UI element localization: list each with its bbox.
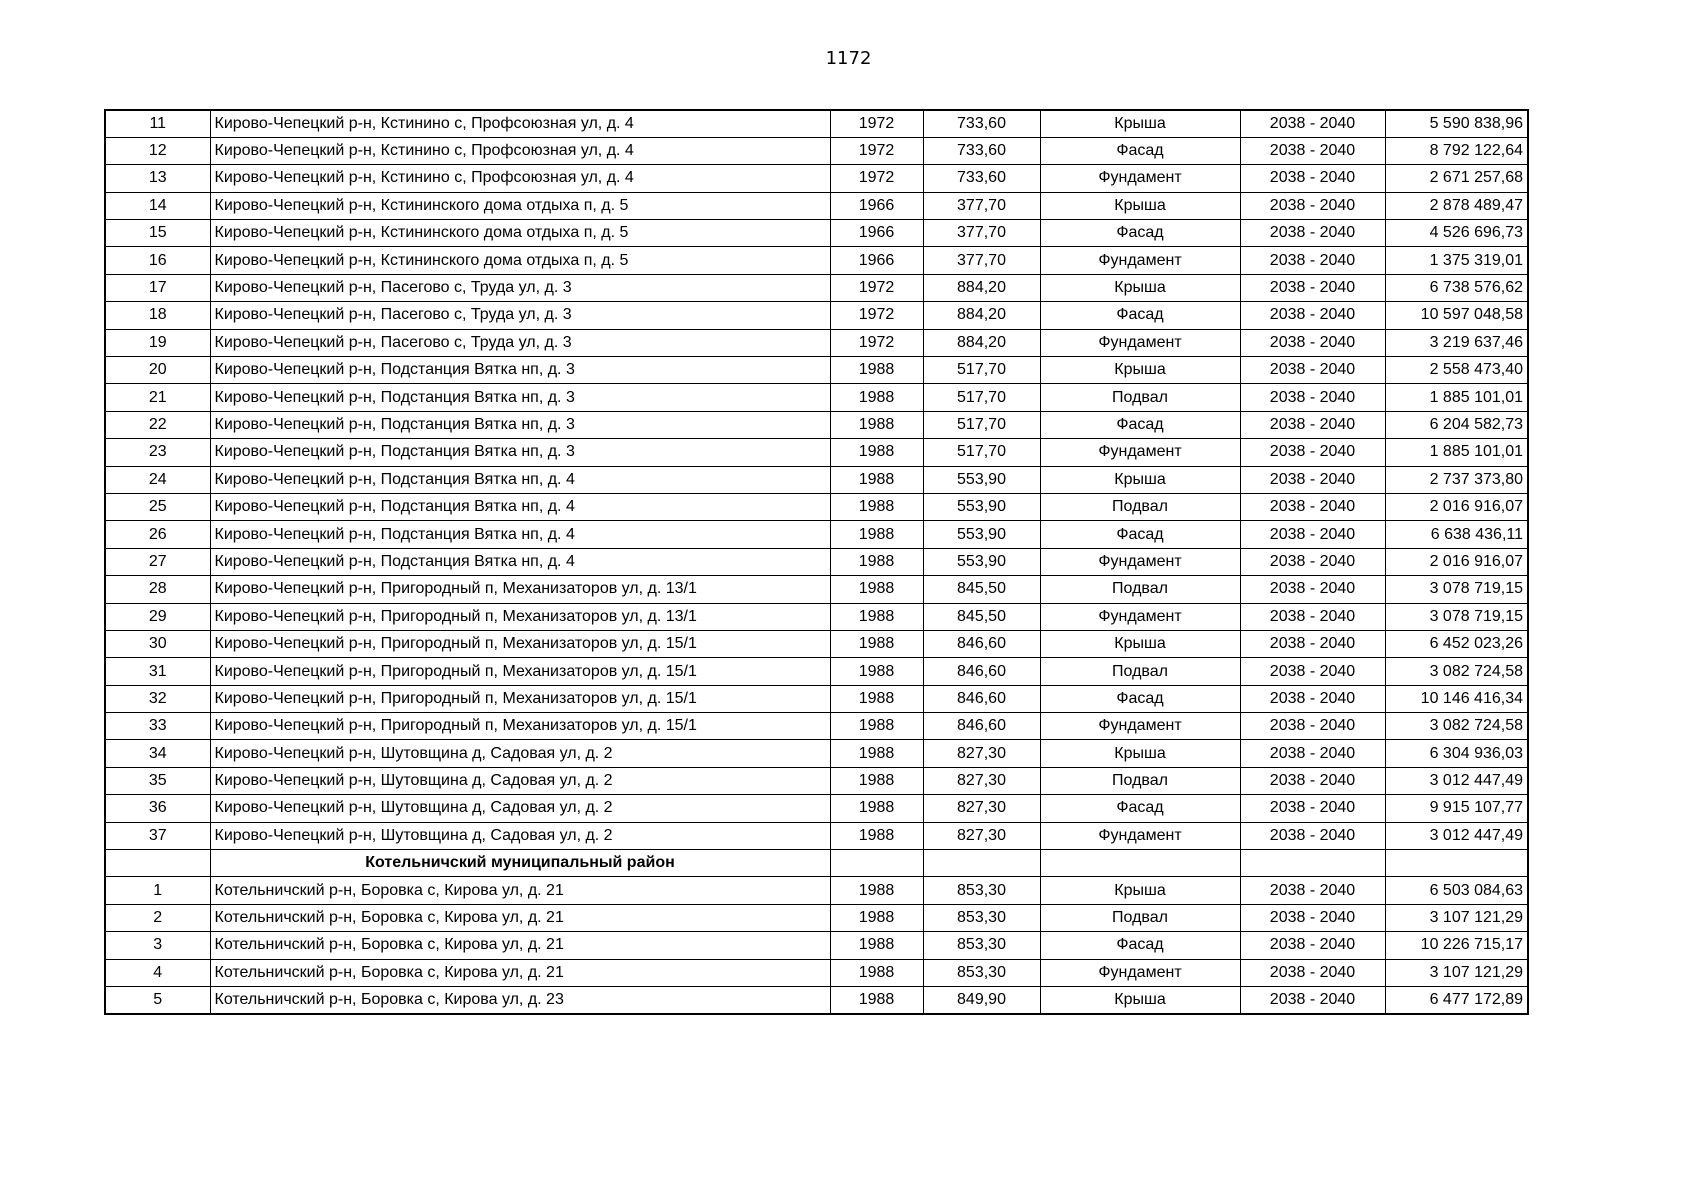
year-cell: 1988 bbox=[830, 877, 923, 904]
work-type-cell: Крыша bbox=[1040, 630, 1240, 657]
table-row bbox=[105, 740, 1528, 767]
area-cell: 517,70 bbox=[923, 384, 1040, 411]
work-type-cell: Крыша bbox=[1040, 987, 1240, 1014]
address-cell: Кирово-Чепецкий р-н, Кстинино с, Профсоюзная ул, д. 4 bbox=[210, 165, 830, 192]
cost-cell: 3 082 724,58 bbox=[1385, 658, 1528, 685]
area-cell: 517,70 bbox=[923, 439, 1040, 466]
year-cell: 1988 bbox=[830, 357, 923, 384]
period-cell: 2038 - 2040 bbox=[1240, 576, 1385, 603]
year-cell: 1972 bbox=[830, 274, 923, 301]
table-row bbox=[105, 713, 1528, 740]
row-number: 28 bbox=[105, 576, 210, 603]
cost-cell: 4 526 696,73 bbox=[1385, 220, 1528, 247]
work-type-cell: Подвал bbox=[1040, 384, 1240, 411]
period-cell: 2038 - 2040 bbox=[1240, 822, 1385, 849]
period-cell: 2038 - 2040 bbox=[1240, 987, 1385, 1014]
area-cell: 884,20 bbox=[923, 329, 1040, 356]
section-header-row bbox=[105, 850, 1528, 877]
table-row bbox=[105, 932, 1528, 959]
area-cell: 733,60 bbox=[923, 137, 1040, 164]
work-type-cell: Подвал bbox=[1040, 904, 1240, 931]
area-cell: 377,70 bbox=[923, 192, 1040, 219]
row-number: 22 bbox=[105, 411, 210, 438]
year-cell: 1988 bbox=[830, 466, 923, 493]
table-row bbox=[105, 411, 1528, 438]
row-number: 33 bbox=[105, 713, 210, 740]
work-type-cell: Фундамент bbox=[1040, 548, 1240, 575]
area-cell: 884,20 bbox=[923, 274, 1040, 301]
address-cell: Котельничский р-н, Боровка с, Кирова ул, д. 23 bbox=[210, 987, 830, 1014]
year-cell: 1988 bbox=[830, 767, 923, 794]
table-row bbox=[105, 302, 1528, 329]
work-type-cell: Крыша bbox=[1040, 357, 1240, 384]
table-row bbox=[105, 165, 1528, 192]
row-number: 26 bbox=[105, 521, 210, 548]
work-type-cell: Подвал bbox=[1040, 767, 1240, 794]
table-row bbox=[105, 439, 1528, 466]
row-number: 17 bbox=[105, 274, 210, 301]
work-type-cell: Фасад bbox=[1040, 932, 1240, 959]
address-cell: Кирово-Чепецкий р-н, Пригородный п, Механизаторов ул, д. 15/1 bbox=[210, 685, 830, 712]
year-cell: 1988 bbox=[830, 713, 923, 740]
row-number: 32 bbox=[105, 685, 210, 712]
address-cell: Кирово-Чепецкий р-н, Кстининского дома отдыха п, д. 5 bbox=[210, 247, 830, 274]
row-number: 35 bbox=[105, 767, 210, 794]
period-cell: 2038 - 2040 bbox=[1240, 274, 1385, 301]
area-cell: 827,30 bbox=[923, 795, 1040, 822]
work-type-cell: Крыша bbox=[1040, 192, 1240, 219]
row-number: 16 bbox=[105, 247, 210, 274]
row-number: 21 bbox=[105, 384, 210, 411]
period-cell: 2038 - 2040 bbox=[1240, 877, 1385, 904]
period-cell: 2038 - 2040 bbox=[1240, 740, 1385, 767]
work-type-cell: Крыша bbox=[1040, 877, 1240, 904]
row-number: 37 bbox=[105, 822, 210, 849]
area-cell: 846,60 bbox=[923, 685, 1040, 712]
address-cell: Кирово-Чепецкий р-н, Подстанция Вятка нп, д. 4 bbox=[210, 521, 830, 548]
year-cell: 1972 bbox=[830, 137, 923, 164]
area-cell: 553,90 bbox=[923, 548, 1040, 575]
year-cell: 1988 bbox=[830, 439, 923, 466]
work-type-cell: Фундамент bbox=[1040, 713, 1240, 740]
work-type-cell: Фундамент bbox=[1040, 439, 1240, 466]
address-cell: Котельничский р-н, Боровка с, Кирова ул, д. 21 bbox=[210, 959, 830, 986]
year-cell: 1988 bbox=[830, 959, 923, 986]
address-cell: Кирово-Чепецкий р-н, Пасегово с, Труда ул, д. 3 bbox=[210, 274, 830, 301]
work-type-cell: Подвал bbox=[1040, 576, 1240, 603]
work-type-cell: Фундамент bbox=[1040, 247, 1240, 274]
table-row bbox=[105, 329, 1528, 356]
row-number: 34 bbox=[105, 740, 210, 767]
work-type-cell: Фасад bbox=[1040, 220, 1240, 247]
row-number: 29 bbox=[105, 603, 210, 630]
year-cell: 1988 bbox=[830, 932, 923, 959]
area-cell: 884,20 bbox=[923, 302, 1040, 329]
table-row bbox=[105, 357, 1528, 384]
address-cell: Кирово-Чепецкий р-н, Кстинино с, Профсоюзная ул, д. 4 bbox=[210, 137, 830, 164]
area-cell: 827,30 bbox=[923, 740, 1040, 767]
address-cell: Кирово-Чепецкий р-н, Шутовщина д, Садовая ул, д. 2 bbox=[210, 795, 830, 822]
cost-cell: 5 590 838,96 bbox=[1385, 110, 1528, 137]
cost-cell: 6 452 023,26 bbox=[1385, 630, 1528, 657]
year-cell: 1966 bbox=[830, 192, 923, 219]
work-type-cell: Фасад bbox=[1040, 302, 1240, 329]
row-number: 14 bbox=[105, 192, 210, 219]
address-cell: Котельничский р-н, Боровка с, Кирова ул, д. 21 bbox=[210, 877, 830, 904]
table-row bbox=[105, 274, 1528, 301]
row-number: 18 bbox=[105, 302, 210, 329]
table-row bbox=[105, 877, 1528, 904]
address-cell: Кирово-Чепецкий р-н, Пригородный п, Механизаторов ул, д. 15/1 bbox=[210, 630, 830, 657]
row-number: 36 bbox=[105, 795, 210, 822]
year-cell: 1972 bbox=[830, 329, 923, 356]
cost-cell bbox=[1385, 850, 1528, 877]
cost-cell: 6 503 084,63 bbox=[1385, 877, 1528, 904]
area-cell: 517,70 bbox=[923, 357, 1040, 384]
cost-cell: 6 638 436,11 bbox=[1385, 521, 1528, 548]
row-number: 12 bbox=[105, 137, 210, 164]
work-type-cell: Крыша bbox=[1040, 740, 1240, 767]
work-type-cell: Фасад bbox=[1040, 685, 1240, 712]
year-cell: 1988 bbox=[830, 822, 923, 849]
cost-cell: 3 078 719,15 bbox=[1385, 576, 1528, 603]
cost-cell: 2 016 916,07 bbox=[1385, 493, 1528, 520]
year-cell bbox=[830, 850, 923, 877]
area-cell: 846,60 bbox=[923, 658, 1040, 685]
work-type-cell: Фундамент bbox=[1040, 165, 1240, 192]
table-row bbox=[105, 137, 1528, 164]
cost-cell: 6 738 576,62 bbox=[1385, 274, 1528, 301]
year-cell: 1988 bbox=[830, 548, 923, 575]
period-cell: 2038 - 2040 bbox=[1240, 466, 1385, 493]
address-cell: Кирово-Чепецкий р-н, Пригородный п, Механизаторов ул, д. 13/1 bbox=[210, 576, 830, 603]
table-row bbox=[105, 493, 1528, 520]
year-cell: 1972 bbox=[830, 302, 923, 329]
area-cell bbox=[923, 850, 1040, 877]
area-cell: 553,90 bbox=[923, 521, 1040, 548]
period-cell: 2038 - 2040 bbox=[1240, 192, 1385, 219]
year-cell: 1988 bbox=[830, 630, 923, 657]
year-cell: 1988 bbox=[830, 685, 923, 712]
year-cell: 1988 bbox=[830, 493, 923, 520]
table-row bbox=[105, 247, 1528, 274]
cost-cell: 3 082 724,58 bbox=[1385, 713, 1528, 740]
table-row bbox=[105, 384, 1528, 411]
area-cell: 845,50 bbox=[923, 603, 1040, 630]
row-number: 3 bbox=[105, 932, 210, 959]
address-cell: Кирово-Чепецкий р-н, Шутовщина д, Садовая ул, д. 2 bbox=[210, 740, 830, 767]
cost-cell: 2 016 916,07 bbox=[1385, 548, 1528, 575]
area-cell: 853,30 bbox=[923, 904, 1040, 931]
work-type-cell: Фундамент bbox=[1040, 959, 1240, 986]
cost-cell: 10 597 048,58 bbox=[1385, 302, 1528, 329]
period-cell: 2038 - 2040 bbox=[1240, 713, 1385, 740]
area-cell: 377,70 bbox=[923, 247, 1040, 274]
row-number: 27 bbox=[105, 548, 210, 575]
area-cell: 553,90 bbox=[923, 466, 1040, 493]
cost-cell: 1 885 101,01 bbox=[1385, 384, 1528, 411]
period-cell: 2038 - 2040 bbox=[1240, 302, 1385, 329]
period-cell: 2038 - 2040 bbox=[1240, 247, 1385, 274]
cost-cell: 2 558 473,40 bbox=[1385, 357, 1528, 384]
table-row bbox=[105, 795, 1528, 822]
period-cell: 2038 - 2040 bbox=[1240, 165, 1385, 192]
work-type-cell: Фасад bbox=[1040, 137, 1240, 164]
row-number: 2 bbox=[105, 904, 210, 931]
period-cell bbox=[1240, 850, 1385, 877]
address-cell: Кирово-Чепецкий р-н, Пригородный п, Механизаторов ул, д. 15/1 bbox=[210, 713, 830, 740]
period-cell: 2038 - 2040 bbox=[1240, 329, 1385, 356]
table-row bbox=[105, 576, 1528, 603]
year-cell: 1988 bbox=[830, 603, 923, 630]
address-cell: Кирово-Чепецкий р-н, Шутовщина д, Садовая ул, д. 2 bbox=[210, 822, 830, 849]
address-cell: Кирово-Чепецкий р-н, Пригородный п, Механизаторов ул, д. 13/1 bbox=[210, 603, 830, 630]
table-row bbox=[105, 220, 1528, 247]
work-type-cell: Подвал bbox=[1040, 658, 1240, 685]
cost-cell: 3 107 121,29 bbox=[1385, 904, 1528, 931]
section-title: Котельничский муниципальный район bbox=[210, 850, 830, 877]
table-row bbox=[105, 548, 1528, 575]
address-cell: Кирово-Чепецкий р-н, Пасегово с, Труда ул, д. 3 bbox=[210, 302, 830, 329]
address-cell: Кирово-Чепецкий р-н, Подстанция Вятка нп, д. 4 bbox=[210, 548, 830, 575]
row-number: 11 bbox=[105, 110, 210, 137]
year-cell: 1988 bbox=[830, 521, 923, 548]
period-cell: 2038 - 2040 bbox=[1240, 439, 1385, 466]
table-row bbox=[105, 603, 1528, 630]
row-number: 31 bbox=[105, 658, 210, 685]
year-cell: 1988 bbox=[830, 740, 923, 767]
cost-cell: 6 304 936,03 bbox=[1385, 740, 1528, 767]
address-cell: Кирово-Чепецкий р-н, Подстанция Вятка нп, д. 4 bbox=[210, 466, 830, 493]
area-cell: 827,30 bbox=[923, 767, 1040, 794]
address-cell: Кирово-Чепецкий р-н, Кстининского дома отдыха п, д. 5 bbox=[210, 192, 830, 219]
cost-cell: 10 146 416,34 bbox=[1385, 685, 1528, 712]
period-cell: 2038 - 2040 bbox=[1240, 384, 1385, 411]
table-row bbox=[105, 466, 1528, 493]
period-cell: 2038 - 2040 bbox=[1240, 548, 1385, 575]
row-number: 30 bbox=[105, 630, 210, 657]
period-cell: 2038 - 2040 bbox=[1240, 137, 1385, 164]
row-number: 25 bbox=[105, 493, 210, 520]
work-type-cell: Крыша bbox=[1040, 110, 1240, 137]
row-number: 19 bbox=[105, 329, 210, 356]
work-type-cell: Фасад bbox=[1040, 411, 1240, 438]
address-cell: Кирово-Чепецкий р-н, Кстинино с, Профсоюзная ул, д. 4 bbox=[210, 110, 830, 137]
address-cell: Кирово-Чепецкий р-н, Шутовщина д, Садовая ул, д. 2 bbox=[210, 767, 830, 794]
work-type-cell: Крыша bbox=[1040, 274, 1240, 301]
table-body bbox=[105, 110, 1528, 1014]
table-row bbox=[105, 192, 1528, 219]
year-cell: 1988 bbox=[830, 795, 923, 822]
area-cell: 517,70 bbox=[923, 411, 1040, 438]
table-row bbox=[105, 987, 1528, 1014]
year-cell: 1988 bbox=[830, 904, 923, 931]
area-cell: 853,30 bbox=[923, 959, 1040, 986]
cost-cell: 2 671 257,68 bbox=[1385, 165, 1528, 192]
period-cell: 2038 - 2040 bbox=[1240, 220, 1385, 247]
work-type-cell: Подвал bbox=[1040, 493, 1240, 520]
period-cell: 2038 - 2040 bbox=[1240, 411, 1385, 438]
address-cell: Кирово-Чепецкий р-н, Подстанция Вятка нп, д. 3 bbox=[210, 357, 830, 384]
year-cell: 1988 bbox=[830, 411, 923, 438]
row-number: 15 bbox=[105, 220, 210, 247]
cost-cell: 3 107 121,29 bbox=[1385, 959, 1528, 986]
period-cell: 2038 - 2040 bbox=[1240, 959, 1385, 986]
area-cell: 733,60 bbox=[923, 110, 1040, 137]
row-number: 5 bbox=[105, 987, 210, 1014]
period-cell: 2038 - 2040 bbox=[1240, 110, 1385, 137]
year-cell: 1988 bbox=[830, 384, 923, 411]
work-type-cell: Крыша bbox=[1040, 466, 1240, 493]
cost-cell: 8 792 122,64 bbox=[1385, 137, 1528, 164]
address-cell: Кирово-Чепецкий р-н, Пригородный п, Механизаторов ул, д. 15/1 bbox=[210, 658, 830, 685]
cost-cell: 1 375 319,01 bbox=[1385, 247, 1528, 274]
work-type-cell bbox=[1040, 850, 1240, 877]
year-cell: 1988 bbox=[830, 987, 923, 1014]
area-cell: 846,60 bbox=[923, 713, 1040, 740]
cost-cell: 3 012 447,49 bbox=[1385, 767, 1528, 794]
work-type-cell: Фундамент bbox=[1040, 822, 1240, 849]
year-cell: 1988 bbox=[830, 658, 923, 685]
area-cell: 827,30 bbox=[923, 822, 1040, 849]
table-row bbox=[105, 110, 1528, 137]
period-cell: 2038 - 2040 bbox=[1240, 658, 1385, 685]
cost-cell: 3 219 637,46 bbox=[1385, 329, 1528, 356]
area-cell: 849,90 bbox=[923, 987, 1040, 1014]
table-row bbox=[105, 767, 1528, 794]
period-cell: 2038 - 2040 bbox=[1240, 493, 1385, 520]
year-cell: 1972 bbox=[830, 110, 923, 137]
address-cell: Кирово-Чепецкий р-н, Подстанция Вятка нп, д. 4 bbox=[210, 493, 830, 520]
period-cell: 2038 - 2040 bbox=[1240, 932, 1385, 959]
row-number: 20 bbox=[105, 357, 210, 384]
area-cell: 845,50 bbox=[923, 576, 1040, 603]
cost-cell: 9 915 107,77 bbox=[1385, 795, 1528, 822]
table-row bbox=[105, 521, 1528, 548]
year-cell: 1988 bbox=[830, 576, 923, 603]
address-cell: Котельничский р-н, Боровка с, Кирова ул, д. 21 bbox=[210, 904, 830, 931]
period-cell: 2038 - 2040 bbox=[1240, 357, 1385, 384]
row-number: 13 bbox=[105, 165, 210, 192]
row-number: 4 bbox=[105, 959, 210, 986]
address-cell: Кирово-Чепецкий р-н, Подстанция Вятка нп, д. 3 bbox=[210, 384, 830, 411]
cost-cell: 3 012 447,49 bbox=[1385, 822, 1528, 849]
period-cell: 2038 - 2040 bbox=[1240, 767, 1385, 794]
row-number: 1 bbox=[105, 877, 210, 904]
work-type-cell: Фундамент bbox=[1040, 329, 1240, 356]
work-type-cell: Фасад bbox=[1040, 795, 1240, 822]
area-cell: 377,70 bbox=[923, 220, 1040, 247]
table-row bbox=[105, 685, 1528, 712]
year-cell: 1966 bbox=[830, 220, 923, 247]
area-cell: 846,60 bbox=[923, 630, 1040, 657]
table-row bbox=[105, 959, 1528, 986]
table-row bbox=[105, 658, 1528, 685]
period-cell: 2038 - 2040 bbox=[1240, 630, 1385, 657]
work-type-cell: Фасад bbox=[1040, 521, 1240, 548]
row-number: 23 bbox=[105, 439, 210, 466]
area-cell: 553,90 bbox=[923, 493, 1040, 520]
address-cell: Кирово-Чепецкий р-н, Пасегово с, Труда ул, д. 3 bbox=[210, 329, 830, 356]
year-cell: 1972 bbox=[830, 165, 923, 192]
period-cell: 2038 - 2040 bbox=[1240, 685, 1385, 712]
area-cell: 853,30 bbox=[923, 877, 1040, 904]
period-cell: 2038 - 2040 bbox=[1240, 795, 1385, 822]
table-row bbox=[105, 904, 1528, 931]
year-cell: 1966 bbox=[830, 247, 923, 274]
address-cell: Кирово-Чепецкий р-н, Кстининского дома отдыха п, д. 5 bbox=[210, 220, 830, 247]
period-cell: 2038 - 2040 bbox=[1240, 904, 1385, 931]
area-cell: 853,30 bbox=[923, 932, 1040, 959]
page-number: 1172 bbox=[825, 48, 872, 69]
period-cell: 2038 - 2040 bbox=[1240, 521, 1385, 548]
cost-cell: 6 477 172,89 bbox=[1385, 987, 1528, 1014]
table-row bbox=[105, 822, 1528, 849]
cost-cell: 6 204 582,73 bbox=[1385, 411, 1528, 438]
cost-cell: 1 885 101,01 bbox=[1385, 439, 1528, 466]
cost-cell: 10 226 715,17 bbox=[1385, 932, 1528, 959]
area-cell: 733,60 bbox=[923, 165, 1040, 192]
table-row bbox=[105, 630, 1528, 657]
period-cell: 2038 - 2040 bbox=[1240, 603, 1385, 630]
address-cell: Кирово-Чепецкий р-н, Подстанция Вятка нп, д. 3 bbox=[210, 411, 830, 438]
row-number: 24 bbox=[105, 466, 210, 493]
cost-cell: 3 078 719,15 bbox=[1385, 603, 1528, 630]
repair-schedule-table bbox=[104, 109, 1529, 1015]
address-cell: Кирово-Чепецкий р-н, Подстанция Вятка нп, д. 3 bbox=[210, 439, 830, 466]
row-number bbox=[105, 850, 210, 877]
address-cell: Котельничский р-н, Боровка с, Кирова ул, д. 21 bbox=[210, 932, 830, 959]
cost-cell: 2 878 489,47 bbox=[1385, 192, 1528, 219]
cost-cell: 2 737 373,80 bbox=[1385, 466, 1528, 493]
work-type-cell: Фундамент bbox=[1040, 603, 1240, 630]
